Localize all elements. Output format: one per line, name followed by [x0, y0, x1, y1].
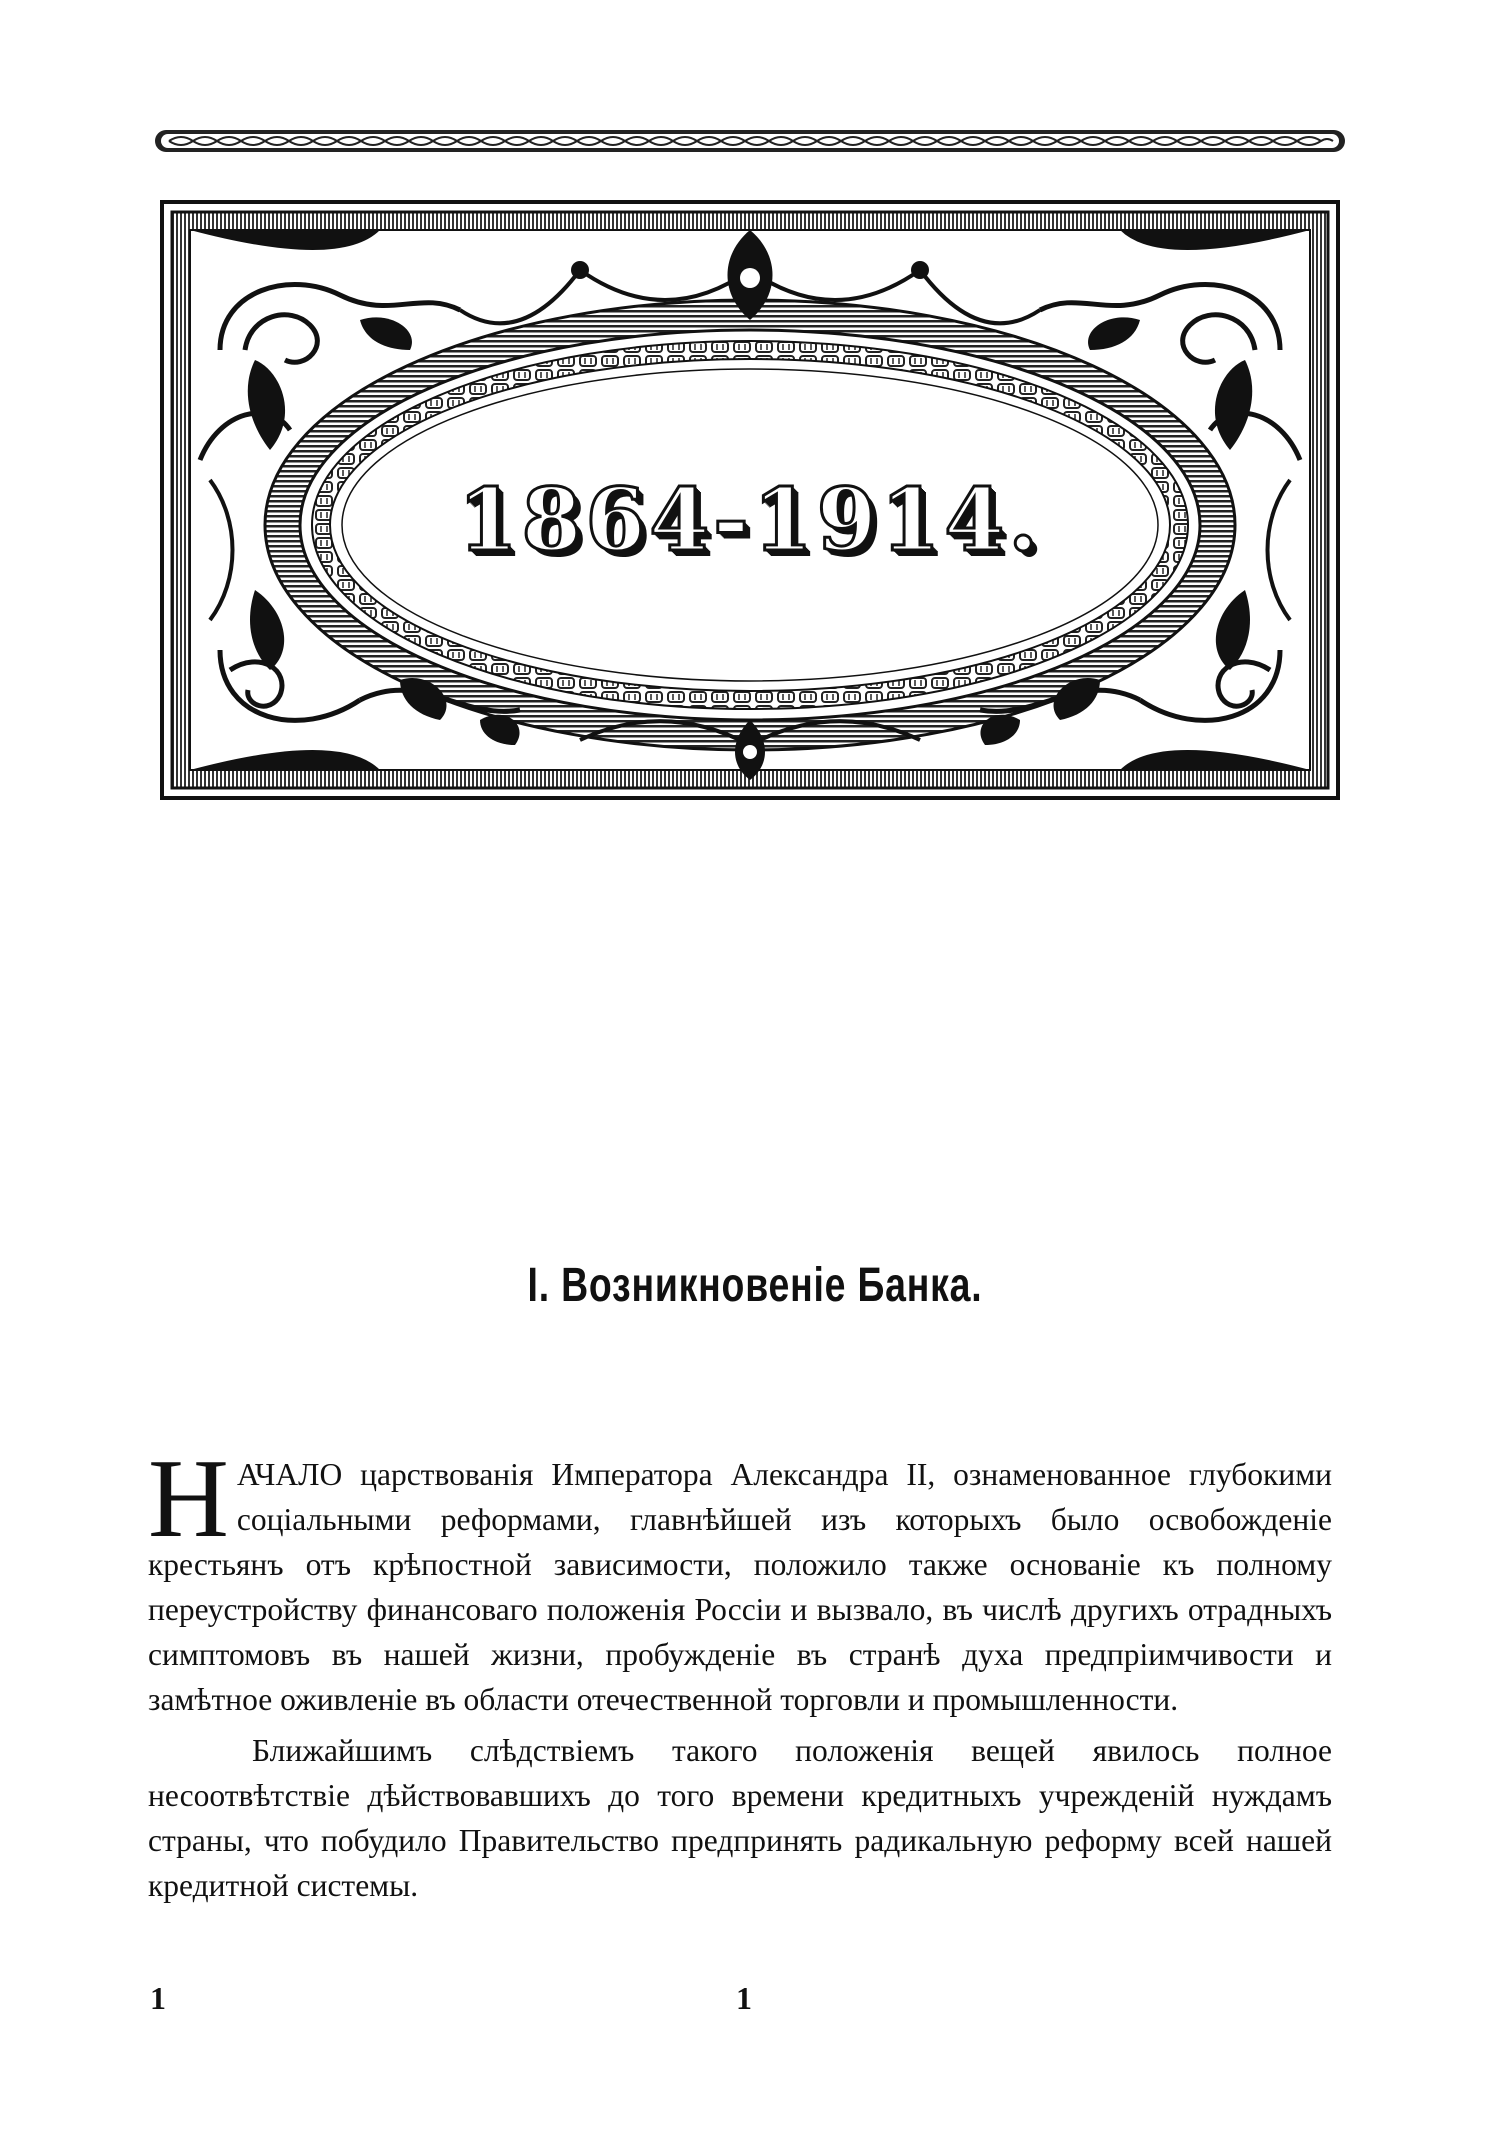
page-number: 1 — [736, 1980, 752, 2016]
paragraph-1: НАЧАЛО царствованія Императора Александра II, ознаменованное глубокими соціальными реформами, главнѣйшей изъ которыхъ было освобожденіе крестьянъ отъ крѣпостной зависимости, положило также основаніе къ полному переустройству финансоваго положенія Россіи и вызвало, въ числѣ другихъ отрадныхъ симптомовъ въ нашей жизни, пробужденіе въ странѣ духа предпріимчивости и замѣтное оживленіе въ области отечественной торговли и промышленности. — [148, 1437, 1332, 1717]
signature-mark: 1 — [150, 1980, 166, 2016]
paragraph-2: Ближайшимъ слѣдствіемъ такого положенія вещей явилось полное несоотвѣтствіе дѣйствовавшихъ до того времени кредитныхъ учрежденій нуждамъ страны, что побудило Правительство предпринять радикальную реформу всей нашей кредитной системы. — [148, 1733, 1332, 1903]
years-inscription: 1864-1914. — [457, 470, 1043, 571]
top-ornamental-rule — [155, 128, 1345, 154]
chapter-body — [148, 1437, 1332, 1914]
chapter-title: I. Возникновеніе Банка. — [527, 1259, 983, 1312]
